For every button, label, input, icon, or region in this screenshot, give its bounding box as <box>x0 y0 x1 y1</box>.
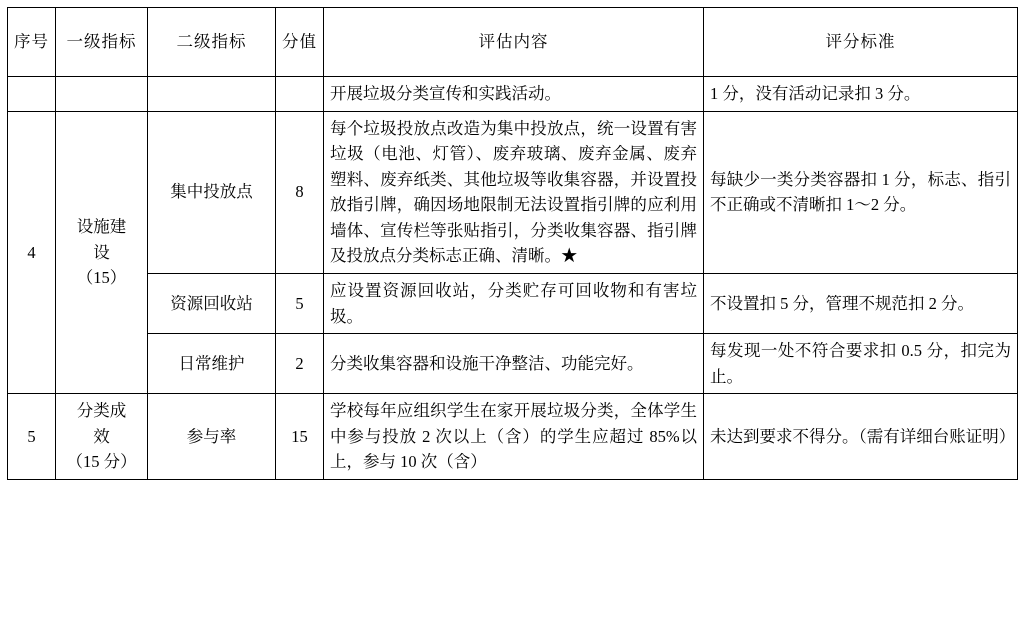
table-header-row <box>8 8 1018 77</box>
table-row <box>8 77 1018 112</box>
row-level1 <box>56 111 148 394</box>
row-level1 <box>56 77 148 112</box>
row-level2: 参与率 <box>148 394 276 480</box>
row-score <box>276 77 324 112</box>
header-level1: 一级指标 <box>56 8 148 77</box>
row-level2: 资源回收站 <box>148 273 276 333</box>
row-no <box>8 77 56 112</box>
row-standard: 每发现一处不符合要求扣 0.5 分，扣完为止。 <box>704 334 1018 394</box>
assessment-table <box>7 7 1018 480</box>
row-standard: 1 分，没有活动记录扣 3 分。 <box>704 77 1018 112</box>
table-row <box>8 273 1018 333</box>
level1-line-2: 效 <box>93 426 110 446</box>
header-score: 分值 <box>276 8 324 77</box>
level1-line-1: 设施建 <box>76 217 127 237</box>
row-level2: 集中投放点 <box>148 111 276 273</box>
row-standard: 每缺少一类分类容器扣 1 分，标志、指引不正确或不清晰扣 1～2 分。 <box>704 111 1018 273</box>
row-no: 5 <box>8 394 56 480</box>
row-level1 <box>56 394 148 480</box>
row-content: 分类收集容器和设施干净整洁、功能完好。 <box>324 334 704 394</box>
row-score: 15 <box>276 394 324 480</box>
table-row <box>8 111 1018 273</box>
level1-line-3: （15 分） <box>66 452 137 472</box>
header-standard: 评分标准 <box>704 8 1018 77</box>
row-content: 学校每年应组织学生在家开展垃圾分类，全体学生中参与投放 2 次以上（含）的学生应超过 85%以上，参与 10 次（含） <box>324 394 704 480</box>
level1-line-2: 设 <box>93 242 110 262</box>
level1-line-1: 分类成 <box>76 401 127 421</box>
row-no: 4 <box>8 111 56 394</box>
row-level2 <box>148 77 276 112</box>
row-content: 开展垃圾分类宣传和实践活动。 <box>324 77 704 112</box>
row-score: 5 <box>276 273 324 333</box>
header-content: 评估内容 <box>324 8 704 77</box>
table-row <box>8 334 1018 394</box>
row-score: 8 <box>276 111 324 273</box>
row-level2: 日常维护 <box>148 334 276 394</box>
row-standard: 不设置扣 5 分，管理不规范扣 2 分。 <box>704 273 1018 333</box>
row-content: 应设置资源回收站，分类贮存可回收物和有害垃圾。 <box>324 273 704 333</box>
row-content: 每个垃圾投放点改造为集中投放点，统一设置有害垃圾（电池、灯管）、废弃玻璃、废弃金属、废弃塑料、废弃纸类、其他垃圾等收集容器，并设置投放指引牌，确因场地限制无法设置指引牌的应利用墙体、宣传栏等张贴指引，分类收集容器、指引牌及投放点分类标志正确、清晰。★ <box>324 111 704 273</box>
header-level2: 二级指标 <box>148 8 276 77</box>
table-row <box>8 394 1018 480</box>
row-standard: 未达到要求不得分。（需有详细台账证明） <box>704 394 1018 480</box>
level1-line-3: （15） <box>76 268 127 288</box>
header-no: 序号 <box>8 8 56 77</box>
row-score: 2 <box>276 334 324 394</box>
